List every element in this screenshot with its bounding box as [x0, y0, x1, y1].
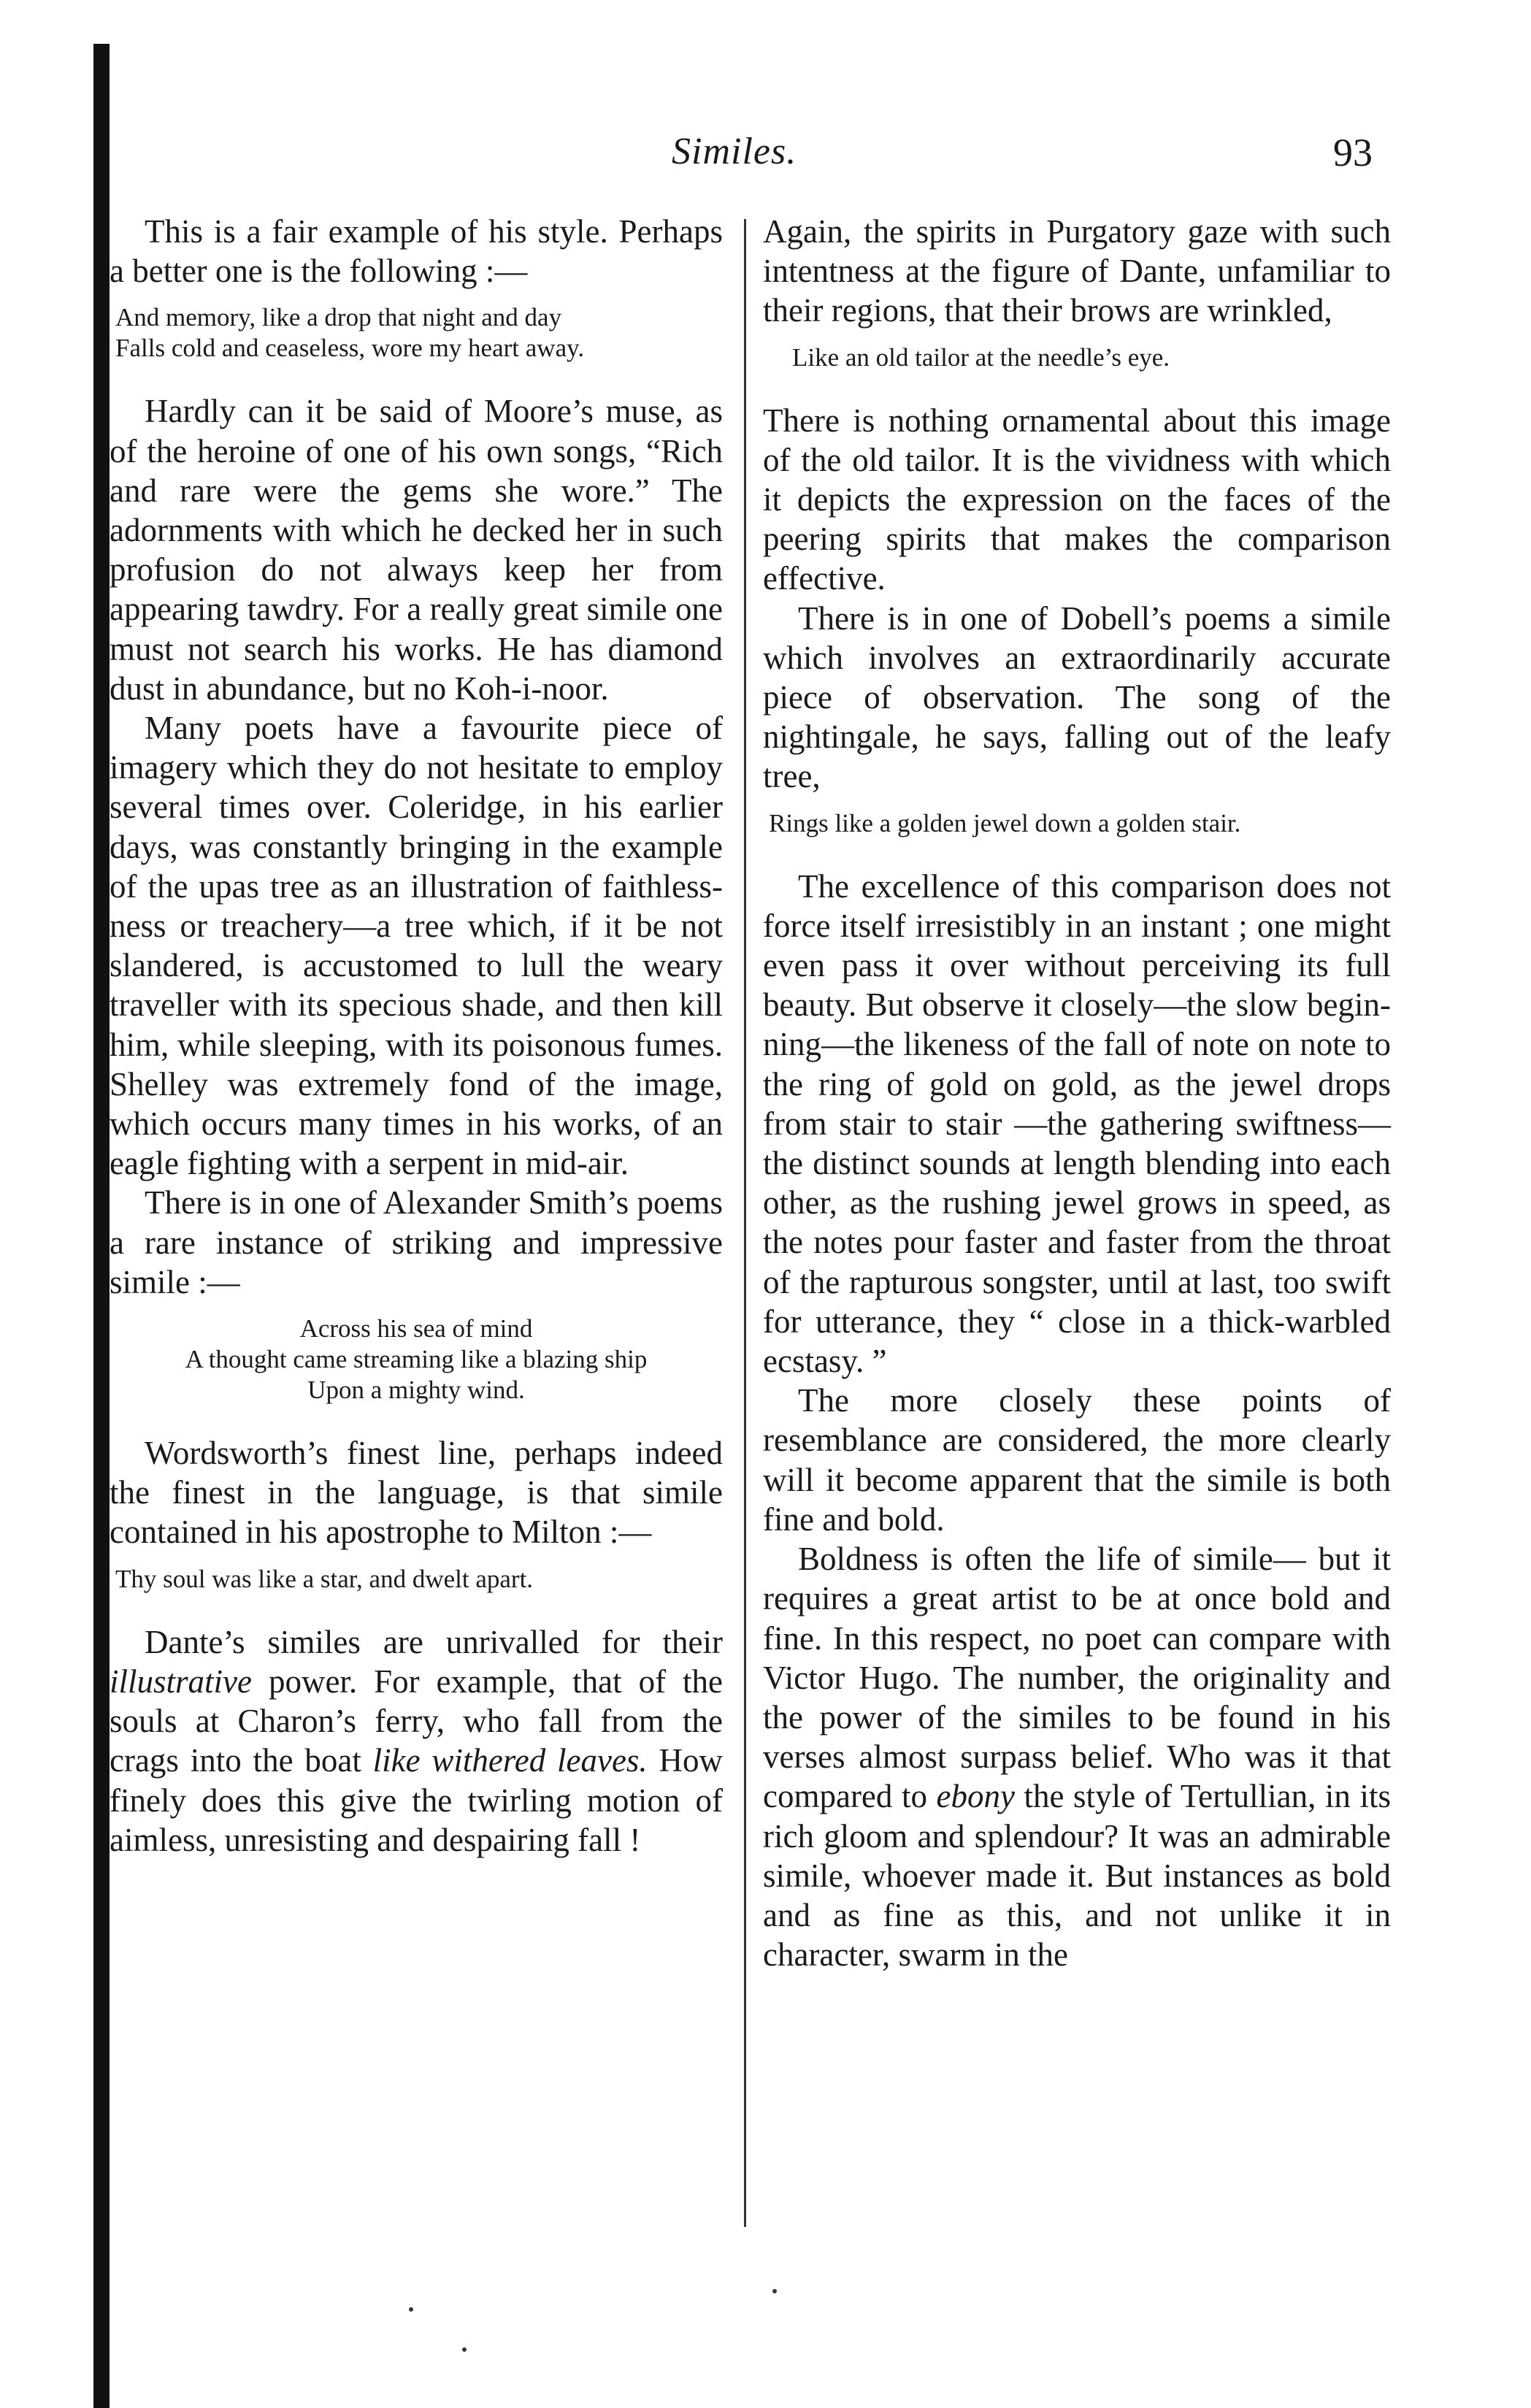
- book-spine-shadow: [93, 44, 110, 2408]
- paragraph: Hardly can it be said of Moore’s muse, as of the heroine of one of his own songs, “Rich and rare were the gems she wore.” The adornments with which he decked her in such profusion do not always keep her from appearing tawdry. For a really great simile one must not search his works. He has diamond dust in abundance, but no Koh-i-noor.: [110, 393, 723, 707]
- verse-line: Across his sea of mind: [299, 1314, 533, 1343]
- verse-quote: [110, 1564, 723, 1595]
- paragraph: The excellence of this comparison does not force itself irresistibly in an instant ; one might even pass it over without perceiving its full beauty. But observe it closely—the slow beginning—the likeness of the fall of note on note to the ring of gold on gold, as the jewel drops from stair to stair —the gathering swiftness—the distinct sounds at length blending into each other, as the rushing jewel grows in speed, as the notes pour faster and faster from the throat of the rapturous songster, until at last, too swift for utterance, they “ close in a thick-warbled ecstasy. ”: [763, 867, 1391, 1380]
- verse-line: Falls cold and ceaseless, wore my heart away.: [115, 334, 585, 363]
- print-speck: [772, 2289, 777, 2293]
- paragraph: [110, 1622, 723, 1860]
- verse-line: And memory, like a drop that night and day: [115, 303, 562, 332]
- text-run: the style of Tertullian, in its rich gloom and splendour? It was an admirable simile, whoever made it. But instances as bold and as fine as this, and not unlike it in character, swarm in the: [763, 1778, 1391, 1974]
- verse-line: Upon a mighty wind.: [307, 1376, 525, 1405]
- left-column: [110, 212, 723, 1860]
- paragraph: Wordsworth’s finest line, perhaps indeed the finest in the language, is that simile contained in his apostrophe to Milton :—: [110, 1435, 723, 1551]
- emphasis: like withered leaves.: [372, 1742, 648, 1779]
- paragraph: Many poets have a favourite piece of imagery which they do not hesitate to employ several times over. Coleridge, in his earlier days, was constantly bringing in the example of the upas tree as an illustration of faithlessness or treachery—a tree which, if it be not slandered, is accustomed to lull the weary traveller with its specious shade, and then kill him, while sleeping, with its poisonous fumes. Shelley was extremely fond of the image, which occurs many times in his works, of an eagle fighting with a serpent in mid-air.: [110, 710, 723, 1182]
- paragraph: There is nothing ornamental about this image of the old tailor. It is the vividness with which it depicts the expression on the faces of the peering spirits that makes the comparison effective.: [763, 402, 1391, 597]
- paragraph: There is in one of Alexander Smith’s poems a rare instance of striking and impressive simile :—: [110, 1184, 723, 1300]
- print-speck: [462, 2347, 467, 2352]
- print-speck: [409, 2307, 413, 2312]
- column-divider: [744, 219, 746, 2227]
- page-number: 93: [1333, 131, 1373, 175]
- verse-quote: [763, 342, 1391, 373]
- text-run: power. For example, that of the souls at Charon’s ferry, who fall from the crags into the boat: [110, 1663, 723, 1779]
- paragraph: The more closely these points of resemblance are considered, the more clearly will it become apparent that the simile is both fine and bold.: [763, 1382, 1391, 1538]
- text-run: How finely does this give the twirling motion of aimless, unresisting and despairing fall !: [110, 1742, 723, 1858]
- verse-quote: [110, 1314, 723, 1406]
- emphasis: ebony: [936, 1778, 1015, 1815]
- paragraph: [763, 1539, 1391, 1974]
- paragraph: This is a fair example of his style. Perhaps a better one is the following :—: [110, 213, 723, 290]
- emphasis: illustrative: [110, 1663, 252, 1700]
- verse-line: A thought came streaming like a blazing ship: [185, 1345, 648, 1374]
- text-run: Dante’s similes are unrivalled for their: [145, 1623, 723, 1660]
- paragraph: Again, the spirits in Purgatory gaze with such intentness at the figure of Dante, unfamiliar to their regions, that their brows are wrinkled,: [763, 213, 1391, 329]
- verse-line: Thy soul was like a star, and dwelt apart.: [115, 1564, 534, 1593]
- verse-line: Like an old tailor at the needle’s eye.: [792, 342, 1170, 372]
- verse-quote: [763, 808, 1391, 839]
- page-header: [0, 130, 1531, 181]
- paragraph: There is in one of Dobell’s poems a simile which involves an extraordinarily accurate piece of observation. The song of the nightingale, he says, falling out of the leafy tree,: [763, 599, 1391, 795]
- verse-quote: [110, 302, 723, 364]
- verse-line: Rings like a golden jewel down a golden stair.: [769, 808, 1241, 837]
- text-run: Boldness is often the life of simile— but it requires a great artist to be at once bold and fine. In this respect, no poet can compare with Victor Hugo. The number, the originality and the power of the similes to be found in his verses almost surpass belief. Who was it that compared to: [763, 1541, 1391, 1815]
- running-head: Similes.: [672, 131, 797, 172]
- right-column: [763, 212, 1391, 1974]
